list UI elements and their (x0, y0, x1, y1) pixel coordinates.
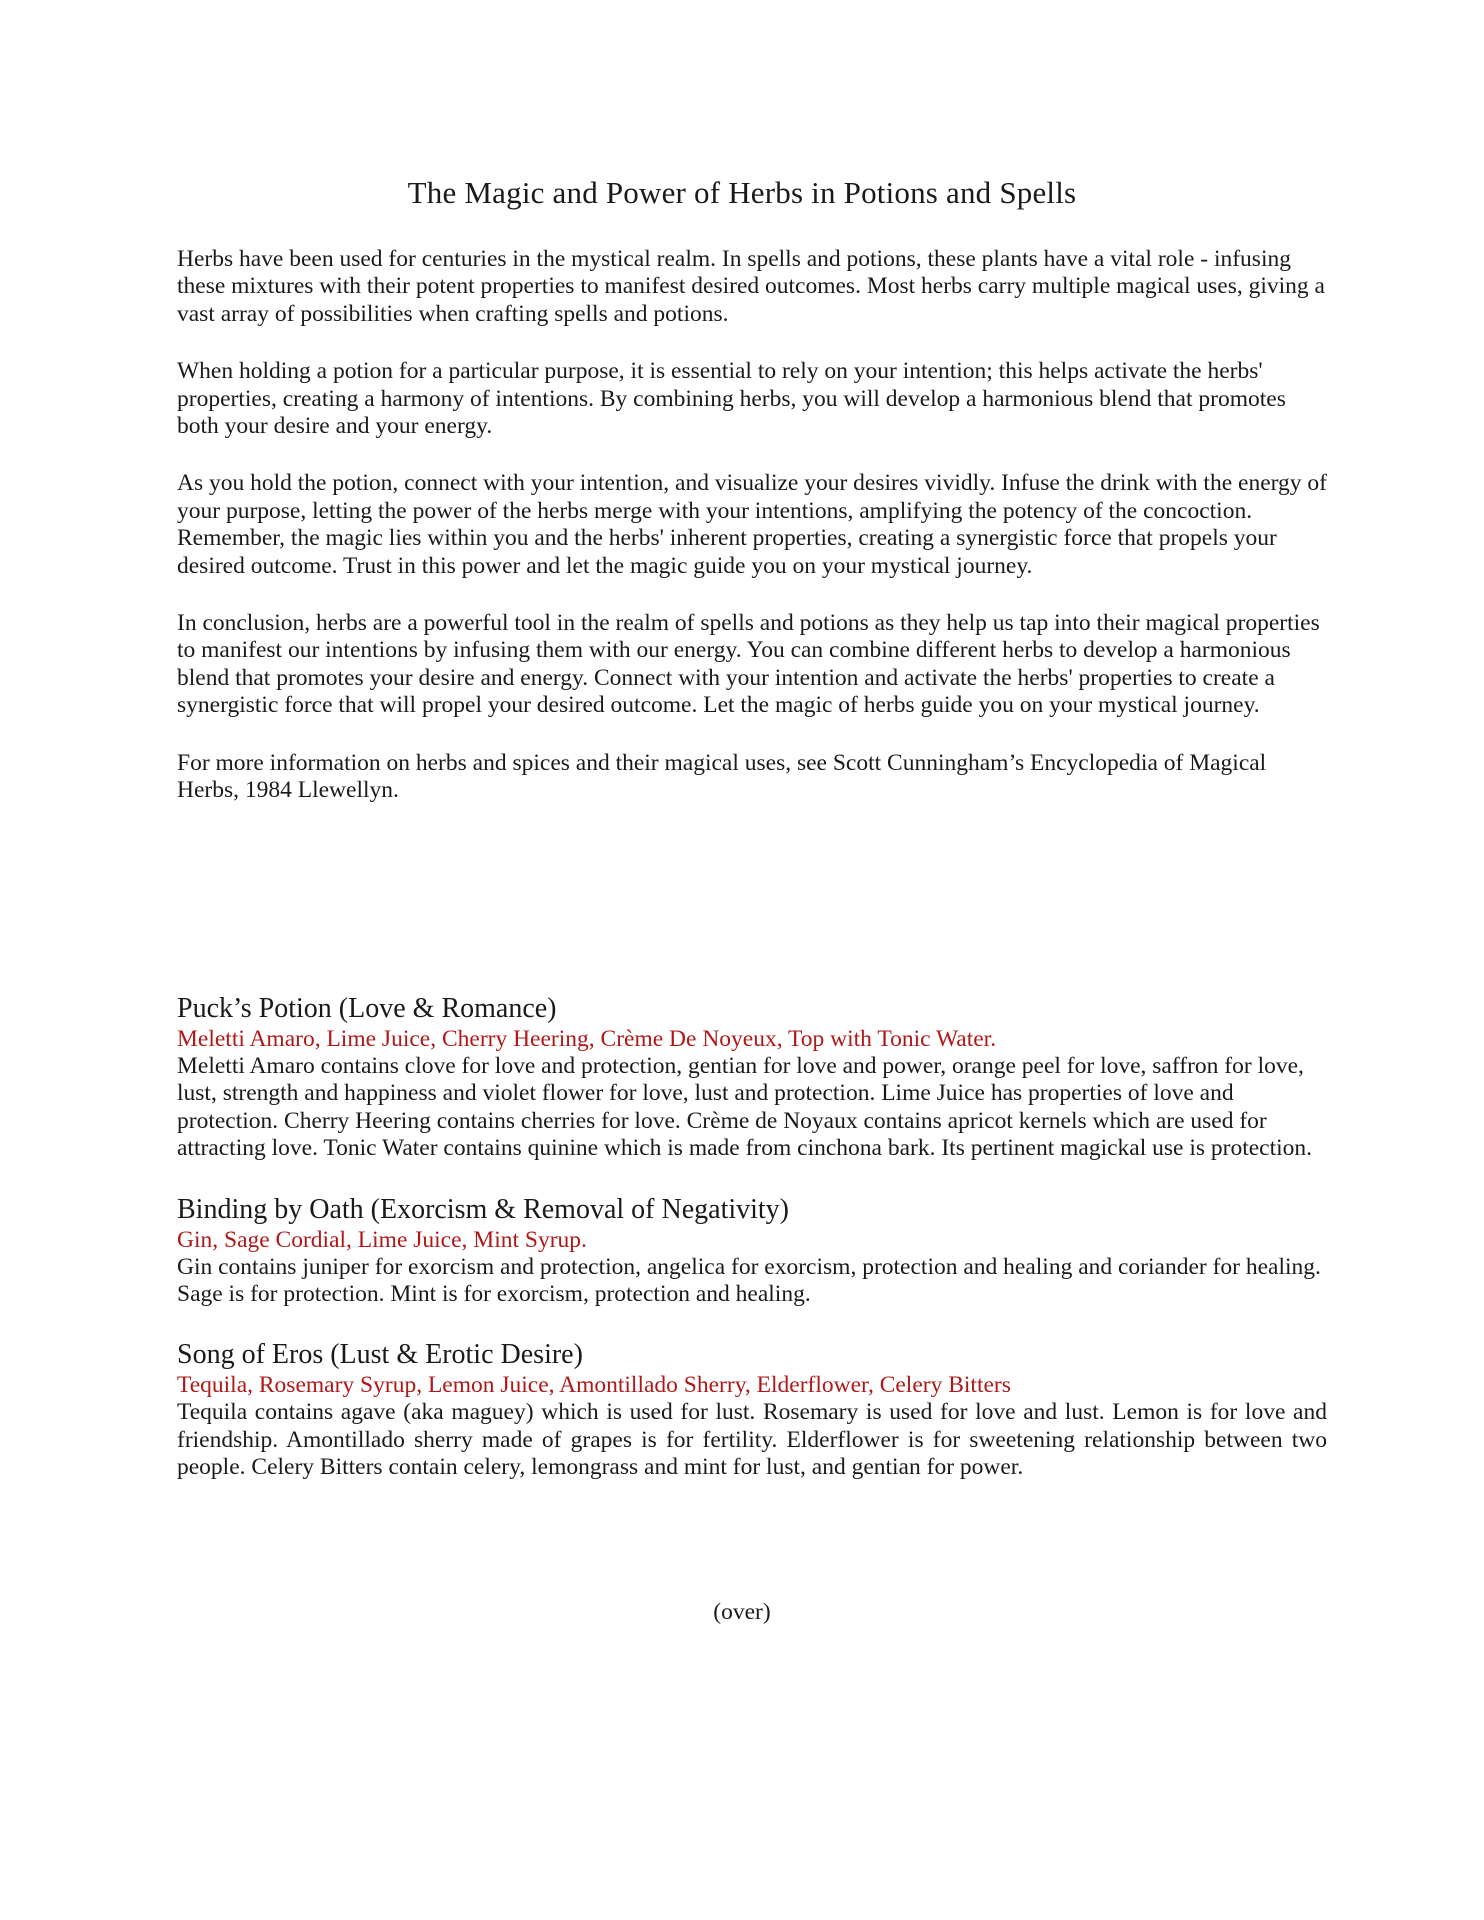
intro-paragraph-3: As you hold the potion, connect with your intention, and visualize your desires vividly. Infuse the drink with the energy of your purpose, letting the power of the herbs merge with your intentions, amplifying the potency of the concoction. Remember, the magic lies within you and the herbs' inherent properties, creating a synergistic force that propels your desired outcome. Trust in this power and let the magic guide you on your mystical journey. (177, 470, 1327, 579)
intro-paragraph-2: When holding a potion for a particular purpose, it is essential to rely on your intention; this helps activate the herbs' properties, creating a harmony of intentions. By combining herbs, you will develop a harmonious blend that promotes both your desire and your energy. (177, 358, 1286, 440)
intro-paragraph-4: In conclusion, herbs are a powerful tool in the realm of spells and potions as they help us tap into their magical properties to manifest our intentions by infusing them with our energy. You can combine different herbs to develop a harmonious blend that promotes your desire and energy. Connect with your intention and activate the herbs' properties to create a synergistic force that will propel your desired outcome. Let the magic of herbs guide you on your mystical journey. (177, 610, 1320, 719)
recipe-binding-by-oath (177, 1193, 1327, 1309)
intro-section (177, 246, 1327, 805)
recipe-ingredients: Meletti Amaro, Lime Juice, Cherry Heering, Crème De Noyeux, Top with Tonic Water. (177, 1026, 997, 1052)
recipe-song-of-eros (177, 1338, 1327, 1481)
recipe-title: Binding by Oath (Exorcism & Removal of Negativity) (177, 1193, 790, 1225)
recipe-description: Tequila contains agave (aka maguey) which is used for lust. Rosemary is used for love and lust. Lemon is for love and friendship. Amontillado sherry made of grapes is for fertility. Elderflower is for sweetening relationship between two people. Celery Bitters contain celery, lemongrass and mint for lust, and gentian for power. (177, 1399, 1327, 1481)
page-title: The Magic and Power of Herbs in Potions and Spells (407, 175, 1077, 210)
recipe-description: Gin contains juniper for exorcism and protection, angelica for exorcism, protection and healing and coriander for healing. Sage is for protection. Mint is for exorcism, protection and healing. (177, 1253, 1321, 1308)
recipe-ingredients: Tequila, Rosemary Syrup, Lemon Juice, Amontillado Sherry, Elderflower, Celery Bitters (177, 1372, 1011, 1399)
recipe-title: Puck’s Potion (Love & Romance) (177, 993, 557, 1024)
recipe-ingredients: Gin, Sage Cordial, Lime Juice, Mint Syrup. (177, 1226, 587, 1253)
recipe-description: Meletti Amaro contains clove for love and protection, gentian for love and power, orange peel for love, saffron for love, lust, strength and happiness and violet flower for love, lust and protection. Lime Juice has properties of love and protection. Cherry Heering contains cherries for love. Crème de Noyaux contains apricot kernels which are used for attracting love. Tonic Water contains quinine which is made from cinchona bark. Its pertinent magickal use is protection. (177, 1053, 1313, 1162)
over-note: (over) (713, 1599, 771, 1625)
recipe-pucks-potion (177, 992, 1327, 1163)
intro-paragraph-1: Herbs have been used for centuries in the mystical realm. In spells and potions, these plants have a vital role - infusing these mixtures with their potent properties to manifest desired outcomes. Most herbs carry multiple magical uses, giving a vast array of possibilities when crafting spells and potions. (177, 246, 1325, 327)
recipe-title: Song of Eros (Lust & Erotic Desire) (177, 1339, 583, 1371)
recipes-section (177, 992, 1327, 1512)
reference-paragraph: For more information on herbs and spices and their magical uses, see Scott Cunningham’s Encyclopedia of Magical Herbs, 1984 Llewellyn. (177, 749, 1267, 804)
